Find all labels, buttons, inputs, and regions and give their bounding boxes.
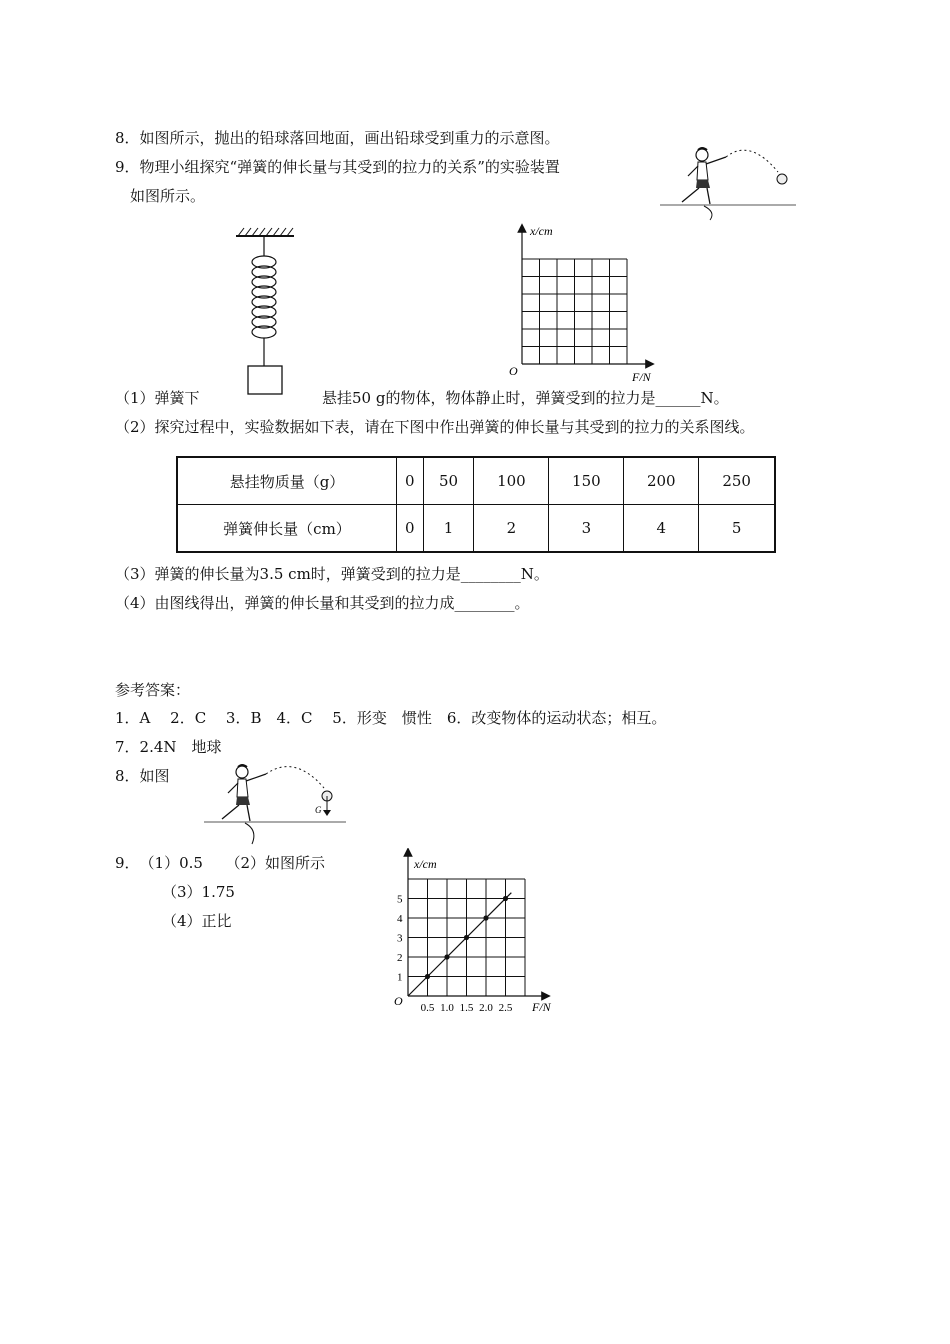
shot-put-thrower-figure xyxy=(660,142,800,222)
chart-data-point xyxy=(464,935,469,940)
table-cell: 1 xyxy=(423,505,474,553)
chart-y-tick-label: 3 xyxy=(397,932,403,945)
chart-data-point xyxy=(503,896,508,901)
chart-x-tick-label: 2.0 xyxy=(479,1002,493,1014)
table-cell: 4 xyxy=(624,505,699,553)
table-row-label: 悬挂物质量（g） xyxy=(177,457,397,505)
question-9-2: （2）探究过程中，实验数据如下表，请在下图中作出弹簧的伸长量与其受到的拉力的关系图线。 xyxy=(115,418,755,436)
table-cell: 5 xyxy=(699,505,775,553)
empty-graph-ylabel: x/cm xyxy=(530,224,553,238)
spring-apparatus-figure xyxy=(228,224,300,396)
empty-graph-xlabel: F/N xyxy=(632,370,651,384)
table-cell: 200 xyxy=(624,457,699,505)
chart-x-tick-label: 2.5 xyxy=(498,1002,513,1014)
table-cell: 150 xyxy=(549,457,624,505)
table-cell: 50 xyxy=(423,457,474,505)
table-row xyxy=(177,505,775,553)
table-cell: 3 xyxy=(549,505,624,553)
table-row xyxy=(177,457,775,505)
question-9-3: （3）弹簧的伸长量为3.5 cm时，弹簧受到的拉力是________N。 xyxy=(115,565,549,583)
chart-origin: O xyxy=(394,994,403,1008)
table-cell: 0 xyxy=(397,505,424,553)
answers-line2: 7．2.4N 地球 xyxy=(115,738,222,756)
answer-chart xyxy=(388,848,568,1016)
question-8: 8．如图所示，抛出的铅球落回地面，画出铅球受到重力的示意图。 xyxy=(115,129,560,147)
question-9-1-suffix: 悬挂50 g的物体，物体静止时，弹簧受到的拉力是______N。 xyxy=(322,389,729,407)
table-cell: 250 xyxy=(699,457,775,505)
chart-y-tick-label: 2 xyxy=(397,952,403,964)
chart-series-line xyxy=(408,893,511,996)
answers-line3: 8．如图 xyxy=(115,767,170,785)
data-table xyxy=(176,456,776,553)
answers-title: 参考答案： xyxy=(115,681,191,699)
chart-y-tick-label: 4 xyxy=(397,913,403,925)
question-9-1-prefix: （1）弹簧下 xyxy=(115,389,200,407)
chart-y-tick-label: 1 xyxy=(397,971,403,984)
chart-y-tick-label: 5 xyxy=(397,893,403,906)
answers-q9-3: （3）1.75 xyxy=(162,883,235,901)
question-9-line1: 9．物理小组探究“弹簧的伸长量与其受到的拉力的关系”的实验装置 xyxy=(115,158,560,176)
answers-q9-4: （4）正比 xyxy=(162,912,232,930)
chart-x-tick-label: 0.5 xyxy=(420,1002,435,1014)
answer-thrower-figure xyxy=(200,758,350,853)
question-9-line2: 如图所示。 xyxy=(130,187,206,205)
chart-x-tick-label: 1.0 xyxy=(440,1002,454,1014)
chart-data-point xyxy=(444,954,449,959)
empty-graph-grid xyxy=(500,222,670,388)
chart-data-point xyxy=(425,974,430,979)
chart-xlabel: F/N xyxy=(532,1000,551,1014)
table-cell: 2 xyxy=(474,505,549,553)
chart-data-point xyxy=(483,915,488,920)
chart-x-tick-label: 1.5 xyxy=(459,1002,474,1014)
table-cell: 100 xyxy=(474,457,549,505)
gravity-label: G xyxy=(315,805,322,815)
answers-line1: 1．A 2．C 3．B 4．C 5．形变 惯性 6．改变物体的运动状态；相互。 xyxy=(115,709,667,727)
table-row-label: 弹簧伸长量（cm） xyxy=(177,505,397,553)
answers-q9-main: 9． （1）0.5 （2）如图所示 xyxy=(115,854,325,872)
empty-graph-origin: O xyxy=(509,364,518,378)
question-9-4: （4）由图线得出，弹簧的伸长量和其受到的拉力成________。 xyxy=(115,594,530,612)
chart-ylabel: x/cm xyxy=(414,857,437,871)
table-cell: 0 xyxy=(397,457,424,505)
